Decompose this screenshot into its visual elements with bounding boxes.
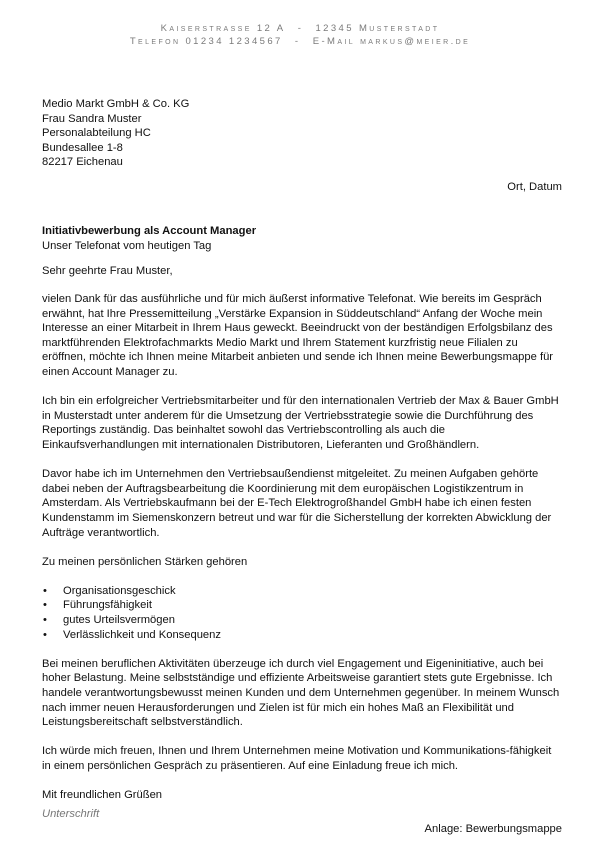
letterhead-contact-line xyxy=(0,35,600,48)
recipient-city: 82217 Eichenau xyxy=(42,156,123,169)
sender-city: 12345 Musterstadt xyxy=(315,23,440,34)
body-paragraph: Davor habe ich im Unternehmen den Vertriebsaußendienst mitgeleitet. Zu meinen Aufgaben gehörte dabei neben der Auftragsbearbeitung die Koordinierung mit dem europäischen Logistikzentrum in Amsterdam. Als Vertriebskaufmann bei der E-Tech Elektrogroßhandel GmbH habe ich einen festen Kundenstamm im Siemenskonzern betreut und war für die Sicherstellung der korrekten Abwicklung der Aufträge verantwortlich. xyxy=(42,468,552,539)
subject-block xyxy=(42,224,562,253)
recipient-department: Personalabteilung HC xyxy=(42,127,151,140)
body-paragraph: Ich bin ein erfolgreicher Vertriebsmitarbeiter und für den internationalen Vertrieb der Max & Bauer GmbH in Musterstadt unter anderem für die Umsetzung der Vertriebsstrategie sowie die Durchführung des Reportings zuständig. Das beinhaltet sowohl das Vertriebscontrolling als auch die Einkaufsverhandlungen mit internationalen Distributoren, Lieferanten und Großhändlern. xyxy=(42,395,559,451)
header-separator: - xyxy=(294,36,301,47)
recipient-address xyxy=(42,97,562,170)
body-paragraph: Ich würde mich freuen, Ihnen und Ihrem Unternehmen meine Motivation und Kommunikations-fähigkeit in einem persönlichen Gespräch zu präsentieren. Auf eine Einladung freue ich mich. xyxy=(42,745,552,772)
body-paragraph: vielen Dank für das ausführliche und für mich äußerst informative Telefonat. Wie bereits im Gespräch erwähnt, hat Ihre Pressemitteilung „Verstärke Expansion in Süddeutschland“ Anfang der Woche mein Interesse an einer Mitarbeit in Ihrem Haus geweckt. Beeindruckt von der beständigen Erfolgsbilanz des marktführenden Elektrofachmarkts Medio Markt und Ihrem Statement kurzfristig neue Filialen zu eröffnen, möchte ich Ihnen meine Mitarbeit anbieten und sende ich Ihnen meine Bewerbungsmappe für einen Account Manager zu. xyxy=(42,293,554,378)
letter-body xyxy=(42,292,562,817)
recipient-street: Bundesallee 1-8 xyxy=(42,141,123,154)
subject-reference: Unser Telefonat vom heutigen Tag xyxy=(42,239,212,252)
strengths-list xyxy=(42,584,562,642)
body-paragraph: Bei meinen beruflichen Aktivitäten überzeuge ich durch viel Engagement und Eigeninitiative, auch bei hoher Belastung. Meine selbstständige und effiziente Arbeitsweise garantiert stets gute Ergebnisse. Ich handele verantwortungsbewusst meinen Kunden und dem Unternehmen gegenüber. In meinem Wunsch nach immer neuen Herausforderungen und Zielen ist für mich ein hohes Maß an Flexibilität und Leistungsbereitschaft selbstverständlich. xyxy=(42,657,560,729)
list-item: • Verlässlichkeit und Konsequenz xyxy=(43,628,221,641)
list-item: • gutes Urteilsvermögen xyxy=(43,614,175,627)
sender-street: Kaiserstrasse 12 A xyxy=(160,23,286,34)
recipient-company: Medio Markt GmbH & Co. KG xyxy=(42,98,190,110)
letterhead xyxy=(0,22,600,48)
closing: Mit freundlichen Grüßen xyxy=(42,789,163,802)
signature-placeholder: Unterschrift xyxy=(42,808,100,820)
letterhead-address-line xyxy=(0,22,600,35)
list-item: • Organisationsgeschick xyxy=(43,584,176,597)
subject-title: Initiativbewerbung als Account Manager xyxy=(42,225,257,237)
attachment-note: Anlage: Bewerbungsmappe xyxy=(424,823,562,835)
letter-date: Ort, Datum xyxy=(507,181,562,193)
header-separator: - xyxy=(297,23,304,34)
list-item: • Führungsfähigkeit xyxy=(43,599,152,612)
sender-phone: Telefon 01234 1234567 xyxy=(129,36,283,47)
strengths-intro: Zu meinen persönlichen Stärken gehören xyxy=(42,555,248,568)
bullet-icon: • xyxy=(43,584,47,597)
salutation: Sehr geehrte Frau Muster, xyxy=(42,265,173,277)
bullet-icon: • xyxy=(43,599,47,612)
recipient-name: Frau Sandra Muster xyxy=(42,112,142,125)
bullet-icon: • xyxy=(43,614,47,627)
sender-email: E-Mail markus@meier.de xyxy=(312,36,471,47)
bullet-icon: • xyxy=(43,628,47,641)
